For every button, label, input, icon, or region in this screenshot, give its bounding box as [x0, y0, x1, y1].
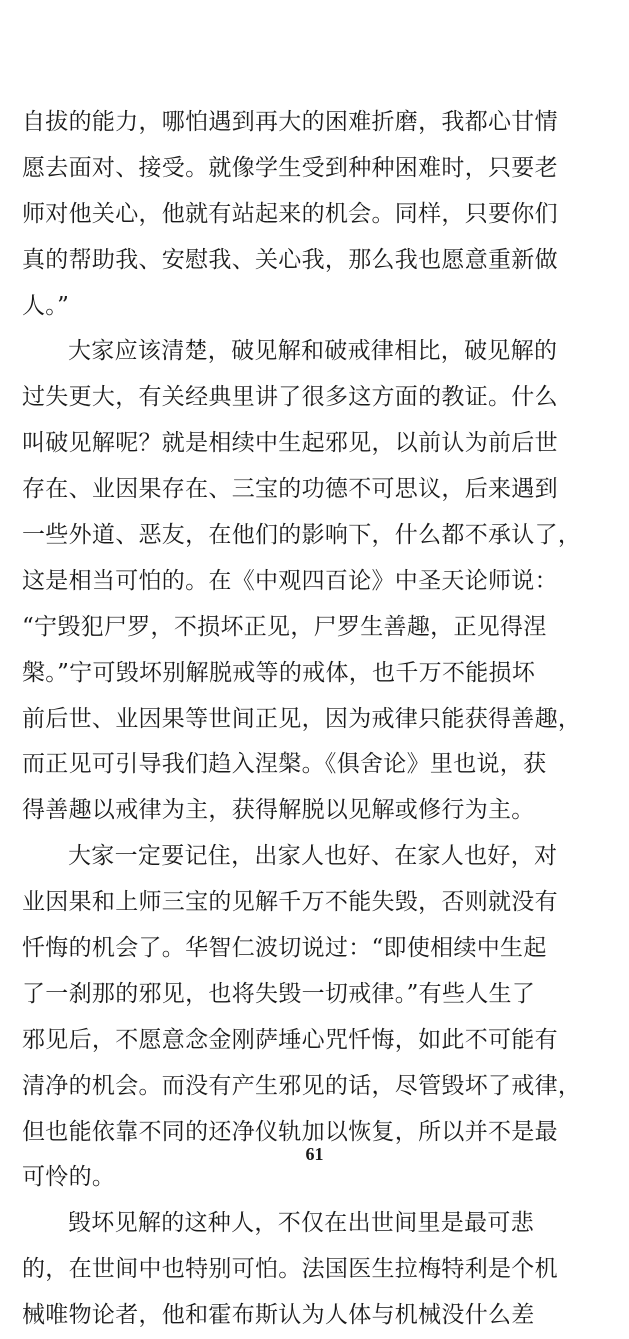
text-line: 愿去面对、接受。就像学生受到种种困难时，只要老 — [22, 154, 558, 181]
text-line: 槃。”宁可毁坏别解脱戒等的戒体，也千万不能损坏 — [22, 659, 536, 686]
text-line: 但也能依靠不同的还净仪轨加以恢复，所以并不是最 — [22, 1118, 558, 1145]
text-line: 得善趣以戒律为主，获得解脱以见解或修行为主。 — [22, 797, 535, 824]
text-line: 叫破见解呢？就是相续中生起邪见，以前认为前后世 — [22, 430, 558, 457]
text-line: 真的帮助我、安慰我、关心我，那么我也愿意重新做 — [22, 246, 558, 273]
paragraph-start-line: 大家一定要记住，出家人也好、在家人也好，对 — [68, 843, 558, 870]
text-line: 械唯物论者，他和霍布斯认为人体与机械没什么差 — [22, 1302, 535, 1329]
text-line: 人。” — [22, 292, 70, 319]
text-line: 自拔的能力，哪怕遇到再大的困难折磨，我都心甘情 — [22, 109, 558, 135]
text-line: 师对他关心，他就有站起来的机会。同样，只要你们 — [22, 200, 558, 227]
text-line: “宁毁犯尸罗，不损坏正见，尸罗生善趣，正见得涅 — [22, 613, 547, 640]
text-line: 忏悔的机会了。华智仁波切说过：“即使相续中生起 — [22, 935, 547, 962]
text-line: 的，在世间中也特别可怕。法国医生拉梅特利是个机 — [22, 1256, 558, 1283]
text-line: 邪见后，不愿意念金刚萨埵心咒忏悔，如此不可能有 — [22, 1026, 558, 1053]
text-line: 存在、业因果存在、三宝的功德不可思议，后来遇到 — [22, 476, 558, 503]
text-line: 一些外道、恶友，在他们的影响下，什么都不承认了， — [22, 522, 582, 549]
text-line: 了一刹那的邪见，也将失毁一切戒律。”有些人生了 — [22, 980, 536, 1007]
paragraph-start-line: 毁坏见解的这种人，不仅在出世间里是最可悲 — [68, 1210, 534, 1237]
text-line: 这是相当可怕的。在《中观四百论》中圣天论师说： — [22, 567, 558, 594]
text-line: 清净的机会。而没有产生邪见的话，尽管毁坏了戒律， — [22, 1072, 582, 1099]
text-line: 业因果和上师三宝的见解千万不能失毁，否则就没有 — [22, 889, 558, 916]
text-line: 前后世、业因果等世间正见，因为戒律只能获得善趣， — [22, 705, 582, 732]
paragraph-start-line: 大家应该清楚，破见解和破戒律相比，破见解的 — [68, 338, 558, 365]
text-line: 过失更大，有关经典里讲了很多这方面的教证。什么 — [22, 384, 558, 411]
text-line: 可怜的。 — [22, 1164, 116, 1191]
page-number: 61 — [305, 1144, 324, 1164]
text-line: 而正见可引导我们趋入涅槃。《俱舍论》里也说，获 — [22, 751, 547, 778]
